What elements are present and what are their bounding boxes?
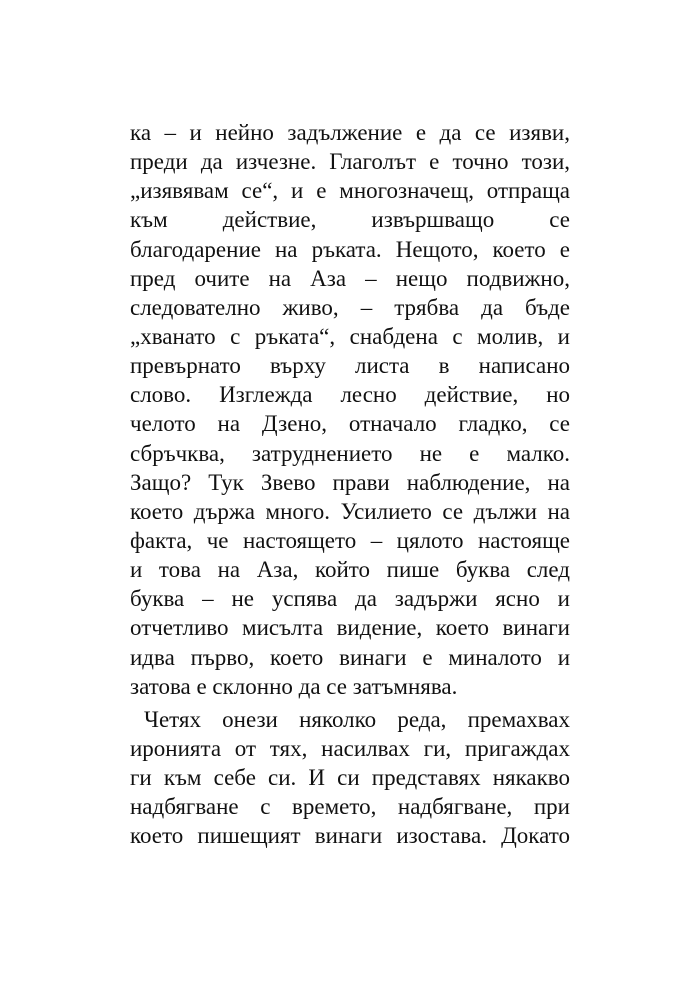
text-line: което пишещият винаги изостава. Докато — [130, 823, 570, 849]
paragraph-2 — [130, 705, 570, 851]
text-line: Защо? Тук Звево прави наблюдение, на — [130, 469, 570, 495]
text-line: иронията от тях, насилвах ги, пригаждах — [130, 735, 570, 761]
text-line: буква – не успява да задържи ясно и — [130, 586, 570, 612]
text-line: Четях онези няколко реда, премахвах — [144, 706, 570, 732]
text-line: пред очите на Аза – нещо подвижно, — [130, 265, 570, 291]
paragraph-1 — [130, 118, 570, 701]
text-line: идва първо, което винаги е миналото и — [130, 644, 570, 670]
body-text — [130, 118, 570, 851]
text-line: и това на Аза, който пише буква след — [130, 557, 570, 583]
text-line: превърнато върху листа в написано — [130, 353, 570, 379]
text-line: към действие, извършващо се — [130, 207, 570, 233]
text-line: „изявявам се“, и е многозначещ, отпраща — [130, 178, 570, 204]
text-line: надбягване с времето, надбягване, при — [130, 794, 570, 820]
text-line: затова е склонно да се затъмнява. — [130, 673, 458, 699]
text-line: ги към себе си. И си представях някакво — [130, 765, 570, 791]
text-line: слово. Изглежда лесно действие, но — [130, 382, 570, 408]
text-line: което държа много. Усилието се дължи на — [130, 498, 570, 524]
text-line: отчетливо мисълта видение, което винаги — [130, 615, 570, 641]
text-line: факта, че настоящето – цялото настояще — [130, 527, 570, 553]
text-line: сбръчква, затруднението не е малко. — [130, 440, 570, 466]
text-line: преди да изчезне. Глаголът е точно този, — [130, 149, 570, 175]
text-line: ка – и нейно задължение е да се изяви, — [130, 120, 570, 145]
text-line: следователно живо, – трябва да бъде — [130, 294, 570, 320]
text-line: благодарение на ръката. Нещото, което е — [130, 236, 570, 262]
text-line: челото на Дзено, отначало гладко, се — [130, 411, 570, 437]
text-line: „хванато с ръката“, снабдена с молив, и — [130, 323, 570, 349]
